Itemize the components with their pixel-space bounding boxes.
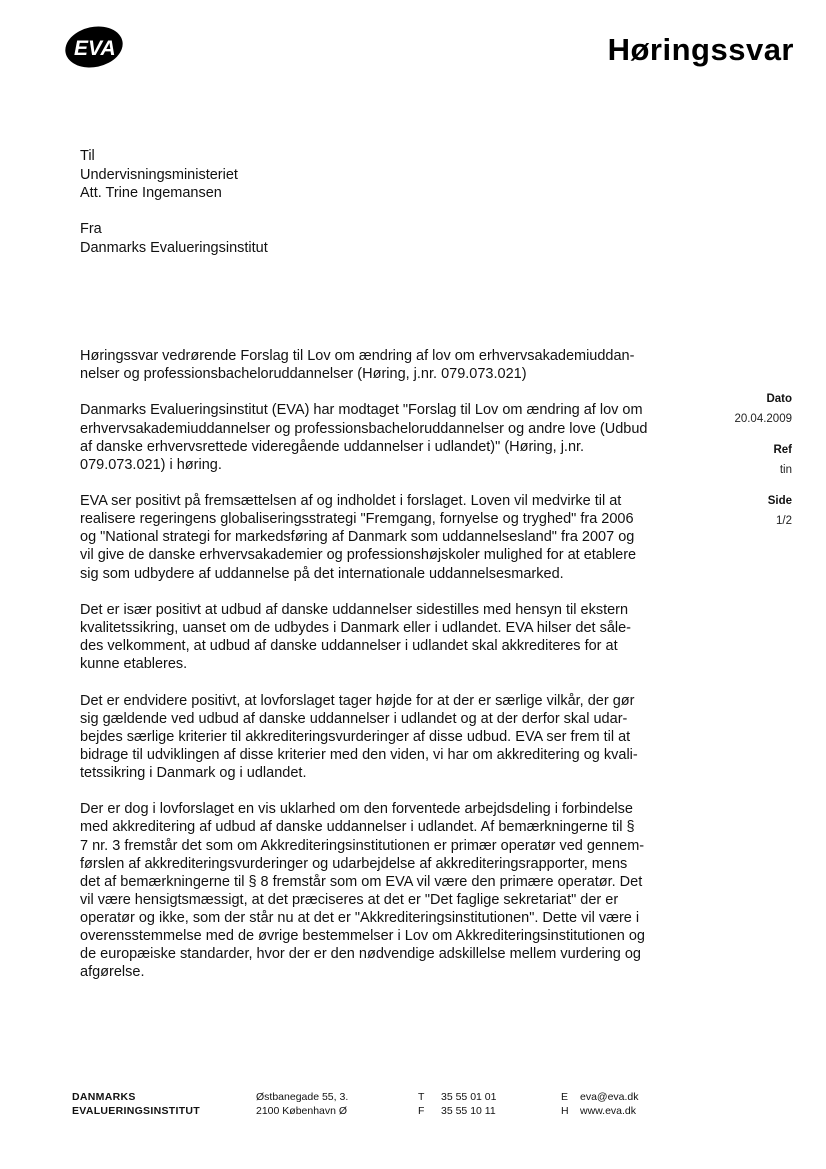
text-line: 7 nr. 3 fremstår det som om Akkrediteringsinstitutionen er primær operatør ved gennem-	[80, 837, 645, 854]
recipient-attention: Att. Trine Ingemansen	[80, 185, 222, 201]
text-line: sig gældende ved udbud af danske uddannelser i udlandet og at der derfor skal udar-	[80, 710, 628, 727]
text-line: bidrage til udviklingen af disse kriterier med den viden, vi har om akkreditering og kvali-	[80, 746, 638, 763]
text-line: Danmarks Evalueringsinstitut (EVA) har modtaget "Forslag til Lov om ændring af lov om	[80, 402, 643, 419]
text-line: vil give de danske erhvervsakademier og professionshøjskoler mulighed for at etablere	[80, 547, 637, 564]
paragraph-1	[80, 401, 660, 473]
sender-name: Danmarks Evalueringsinstitut	[80, 239, 268, 256]
sender-block	[80, 220, 268, 257]
paragraph-4	[80, 692, 660, 782]
recipient-name: Undervisningsministeriet	[80, 166, 238, 183]
footer-organization	[72, 1090, 200, 1118]
text-line: Der er dog i lovforslaget en vis uklarhed om den forventede arbejdsdeling i forbindelse	[80, 801, 633, 818]
text-line: af danske erhvervsrettede videregående uddannelser i udlandet)" (Høring, j.nr.	[80, 438, 585, 455]
recipient-label: Til	[80, 148, 95, 164]
footer-address	[256, 1090, 348, 1118]
text-line: med akkreditering af udbud af danske uddannelser i udlandet. Af bemærkningerne til §	[80, 819, 635, 836]
page-number: 1/2	[776, 515, 792, 527]
document-title: Høringssvar	[607, 32, 794, 67]
text-line: kunne etableres.	[80, 656, 188, 673]
paragraph-2	[80, 492, 660, 582]
reference-label: Ref	[773, 444, 792, 456]
footer-fax	[418, 1104, 496, 1118]
text-line: erhvervsakademiuddannelser og professionsbacheloruddannelser og andre love (Udbud	[80, 420, 648, 437]
text-line: tetssikring i Danmark og i udlandet.	[80, 764, 307, 781]
text-line: sig som udbydere af uddannelse på det internationale uddannelsesmarked.	[80, 565, 564, 582]
recipient-block	[80, 147, 238, 203]
paragraph-3	[80, 601, 660, 673]
text-line: Det er endvidere positivt, at lovforslaget tager højde for at der er særlige vilkår, der gør	[80, 692, 635, 709]
footer-org-line: EVALUERINGSINSTITUT	[72, 1105, 201, 1117]
eva-logo-icon	[64, 22, 130, 70]
email-key: E	[561, 1091, 569, 1103]
letter-body	[80, 347, 660, 1000]
footer-email	[561, 1090, 639, 1104]
text-line: EVA ser positivt på fremsættelsen af og indholdet i forslaget. Loven vil medvirke til at	[80, 493, 622, 510]
page-label: Side	[767, 495, 792, 507]
paragraph-5	[80, 800, 660, 981]
text-line: de europæiske standarder, hvor der er den nødvendige adskillelse mellem vurdering og	[80, 946, 641, 963]
text-line: bejdes særlige kriterier til akkrediteringsvurderinger af disse udbud. EVA ser frem til at	[80, 728, 631, 745]
email-address: eva@eva.dk	[580, 1091, 639, 1103]
text-line: og "National strategi for markedsføring af Danmark som uddannelsesland" fra 2007 og	[80, 529, 635, 546]
phone-number: 35 55 01 01	[441, 1091, 497, 1103]
text-line: Høringssvar vedrørende Forslag til Lov om ændring af lov om erhvervsakademiuddan-	[80, 348, 635, 364]
page-block	[682, 494, 792, 528]
text-line: det af bemærkningerne til § 8 fremstår som om EVA vil være den primære operatør. Det	[80, 873, 643, 890]
reference-value: tin	[779, 464, 792, 476]
fax-key: F	[418, 1105, 425, 1117]
date-value: 20.04.2009	[734, 413, 792, 425]
footer-phone	[418, 1090, 496, 1104]
phone-key: T	[418, 1091, 425, 1103]
text-line: vil være hensigtsmæssigt, at det præciseres at det er "Det faglige sekretariat" der er	[80, 891, 619, 908]
date-block	[682, 392, 792, 426]
reference-block	[682, 443, 792, 477]
text-line: overensstemmelse med de øvrige bestemmelser i Lov om Akkrediteringsinstitutionen og	[80, 928, 645, 945]
text-line: kvalitetssikring, uanset om de udbydes i Danmark eller i udlandet. EVA hilser det såle-	[80, 620, 632, 637]
text-line: Det er især positivt at udbud af danske uddannelser sidestilles med hensyn til ekstern	[80, 601, 629, 618]
logo-text: EVA	[74, 37, 116, 60]
text-line: 079.073.021) i høring.	[80, 456, 222, 473]
text-line: afgørelse.	[80, 964, 145, 981]
footer-website	[561, 1104, 639, 1118]
subject-paragraph	[80, 347, 660, 383]
footer-contact-block	[561, 1090, 639, 1118]
date-label: Dato	[766, 393, 792, 405]
web-key: H	[561, 1105, 569, 1117]
website-address: www.eva.dk	[580, 1105, 637, 1117]
footer-org-line: DANMARKS	[72, 1091, 136, 1103]
text-line: nelser og professionsbacheloruddannelser (Høring, j.nr. 079.073.021)	[80, 366, 527, 383]
text-line: operatør og ikke, som der står nu at det er "Akkrediteringsinstitutionen". Dette vil være i	[80, 909, 640, 926]
text-line: realisere regeringens globaliseringsstrategi "Fremgang, fornyelse og tryghed" fra 2006	[80, 511, 634, 528]
eva-logo	[64, 22, 130, 70]
text-line: førslen af akkrediteringsvurderinger og udarbejdelse af akkrediteringsrapporter, mens	[80, 855, 628, 872]
footer-city: 2100 København Ø	[256, 1105, 348, 1117]
sender-label: Fra	[80, 221, 102, 237]
text-line: des velkomment, at udbud af danske uddannelser i udlandet skal akkrediteres for at	[80, 638, 618, 655]
footer-phone-block	[418, 1090, 496, 1118]
footer-street: Østbanegade 55, 3.	[256, 1091, 349, 1103]
fax-number: 35 55 10 11	[441, 1105, 496, 1117]
